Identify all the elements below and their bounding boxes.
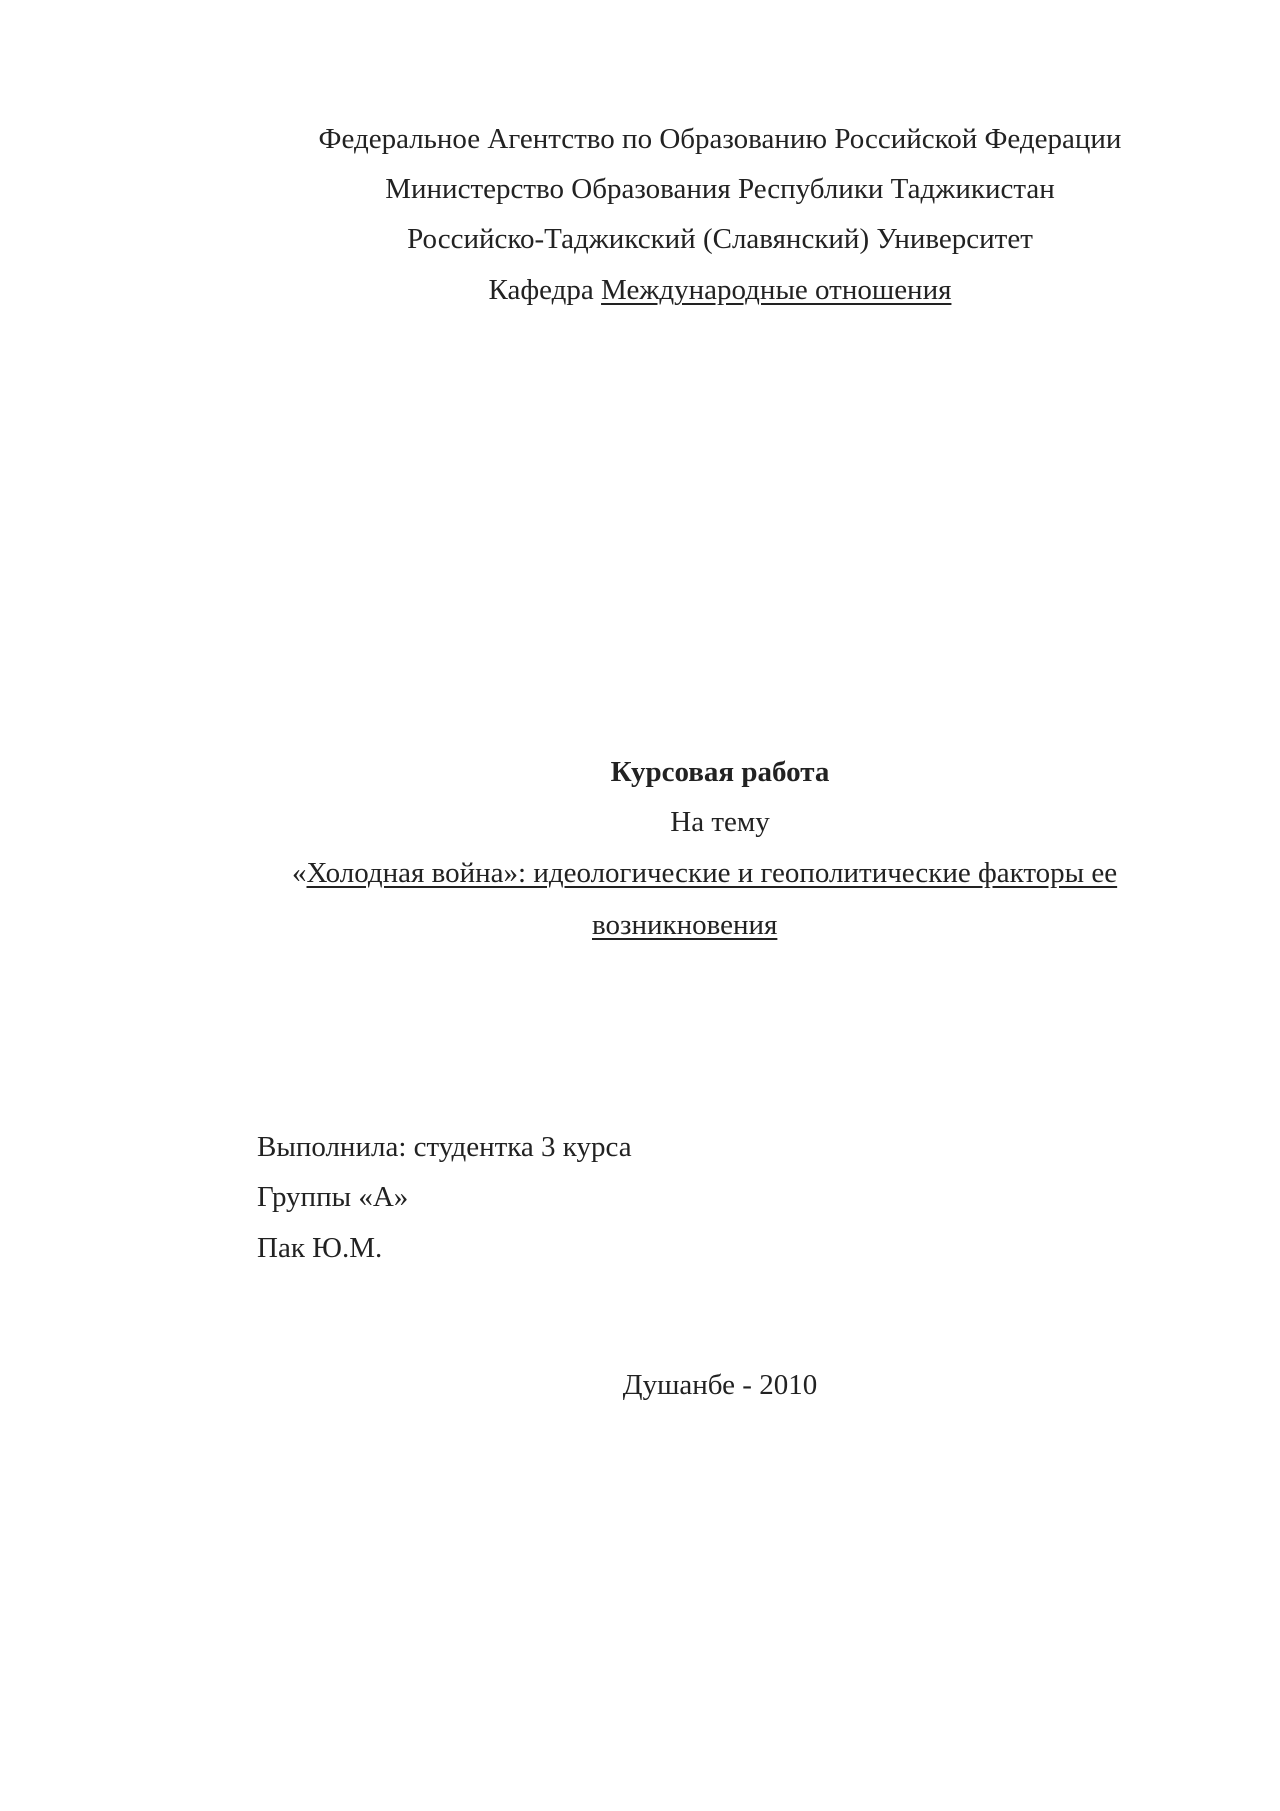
university-text: Российско-Таджикский (Славянский) Университет bbox=[407, 223, 1033, 255]
topic-line-1-text: Холодная война»: идеологические и геополитические факторы ее bbox=[306, 857, 1118, 889]
city-year-text: Душанбе - 2010 bbox=[622, 1369, 818, 1401]
author-line-1 bbox=[257, 1130, 632, 1164]
agency-text: Федеральное Агентство по Образованию Российской Федерации bbox=[318, 123, 1122, 155]
topic-line-1 bbox=[292, 856, 1117, 890]
ministry-line bbox=[220, 172, 1220, 206]
city-year-line bbox=[220, 1368, 1220, 1402]
topic-label-text: На тему bbox=[670, 806, 770, 838]
author-group-text: Группы «А» bbox=[257, 1181, 409, 1213]
author-role-text: Выполнила: студентка 3 курса bbox=[257, 1131, 632, 1163]
agency-line bbox=[220, 122, 1220, 156]
topic-label bbox=[220, 805, 1220, 839]
department-name: Международные отношения bbox=[601, 274, 952, 306]
topic-open-quote: « bbox=[292, 857, 307, 889]
work-type-text: Курсовая работа bbox=[610, 756, 830, 788]
work-type-title bbox=[220, 755, 1220, 789]
topic-line-2 bbox=[592, 908, 777, 942]
department-prefix: Кафедра bbox=[488, 274, 594, 306]
author-name-text: Пак Ю.М. bbox=[257, 1232, 383, 1264]
department-line bbox=[220, 273, 1220, 307]
ministry-text: Министерство Образования Республики Таджикистан bbox=[385, 173, 1055, 205]
author-line-3 bbox=[257, 1231, 382, 1265]
author-line-2 bbox=[257, 1180, 408, 1214]
university-line bbox=[220, 222, 1220, 256]
topic-line-2-text: возникновения bbox=[592, 909, 778, 941]
